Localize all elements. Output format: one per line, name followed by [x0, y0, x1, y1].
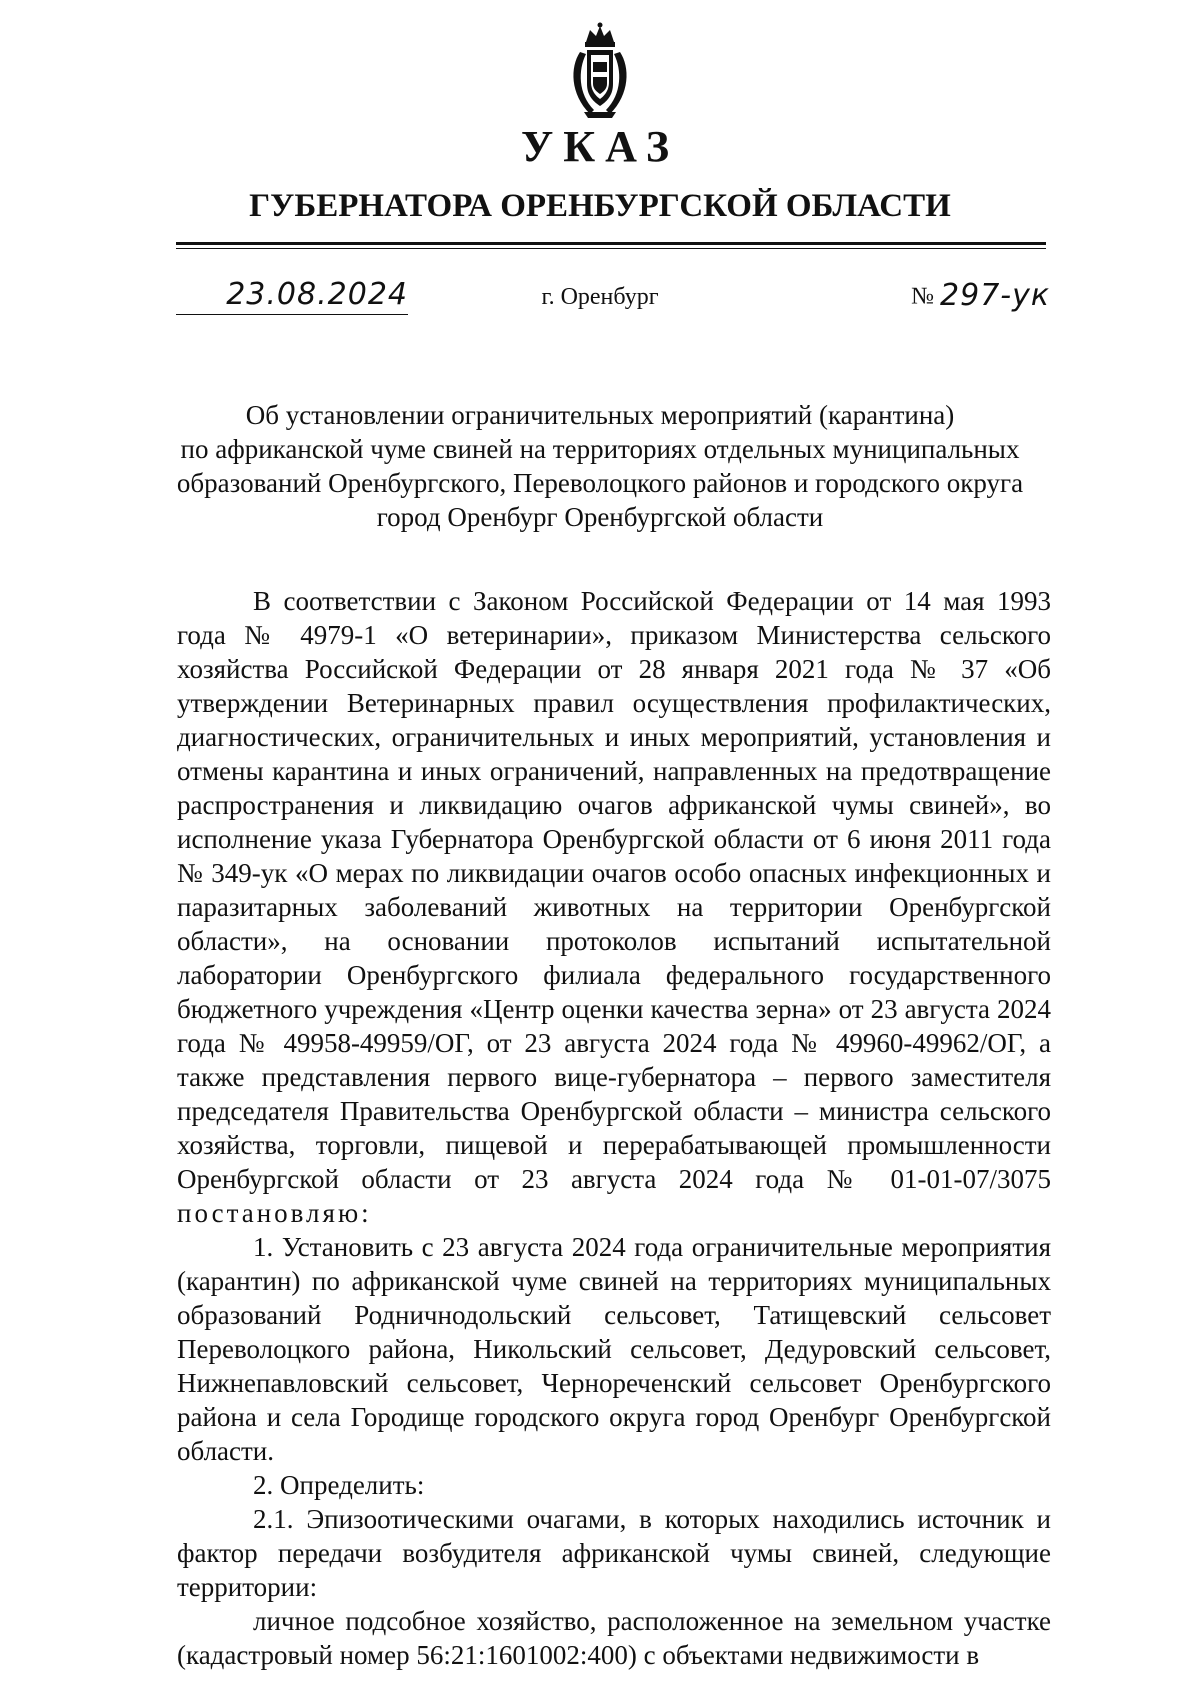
body-paragraph: 1. Установить с 23 августа 2024 года ограничительные мероприятия (карантин) по африканской чуме свиней на территориях муниципальных образований Родничнодольский сельсовет, Татищевский сельсовет Переволоцкого района, Никольский сельсовет, Дедуровский сельсовет, Нижнепавловский сельсовет, Чернореченский сельсовет Оренбургского района и села Городище городского округа город Оренбург Оренбургской области.: [177, 1232, 1051, 1466]
header-rule-thick: [176, 242, 1046, 245]
body-paragraph: [177, 584, 1051, 1230]
decree-heading: [160, 398, 1040, 534]
document-title: УКАЗ: [520, 122, 680, 171]
body-paragraph: личное подсобное хозяйство, расположенное на земельном участке (кадастровый номер 56:21:1601002:400) с объектами недвижимости в: [177, 1606, 1051, 1670]
preamble-text: В соответствии с Законом Российской Федерации от 14 мая 1993 года № 4979-1 «О ветеринарии», приказом Министерства сельского хозяйства Российской Федерации от 28 января 2021 года № 37 «Об утверждении Ветеринарных правил осуществления профилактических, диагностических, ограничительных и иных мероприятий, установления и отмены карантина и иных ограничений, направленных на предотвращение распространения и ликвидацию очагов африканской чумы свиней», во исполнение указа Губернатора Оренбургской области от 6 июня 2011 года № 349-ук «О мерах по ликвидации очагов особо опасных инфекционных и паразитарных заболеваний животных на территории Оренбургской области», на основании протоколов испытаний испытательной лаборатории Оренбургского филиала федерального государственного бюджетного учреждения «Центр оценки качества зерна» от 23 августа 2024 года № 49958-49959/ОГ, от 23 августа 2024 года № 49960-49962/ОГ, а также представления первого вице-губернатора – первого заместителя председателя Правительства Оренбургской области – министра сельского хозяйства, торговли, пищевой и перерабатывающей промышленности Оренбургской области от 23 августа 2024 года № 01-01-07/3075: [177, 586, 1051, 1194]
document-subtitle: ГУБЕРНАТОРА ОРЕНБУРГСКОЙ ОБЛАСТИ: [249, 188, 951, 224]
heading-line: по африканской чуме свиней на территориях отдельных муниципальных: [180, 434, 1020, 464]
header-rule-thin: [176, 248, 1046, 249]
decree-city: г. Оренбург: [541, 284, 659, 310]
decree-number-value: 297-ук: [940, 278, 1050, 314]
decree-word: постановляю:: [177, 1198, 372, 1228]
heading-line: Об установлении ограничительных мероприятий (карантина): [245, 400, 955, 430]
body-paragraph: 2.1. Эпизоотическими очагами, в которых находились источник и фактор передачи возбудителя африканской чумы свиней, следующие территории:: [177, 1504, 1051, 1602]
heading-line: образований Оренбургского, Переволоцкого районов и городского округа: [176, 468, 1024, 498]
decree-date: 23.08.2024: [176, 276, 408, 315]
decree-number: [911, 276, 1050, 315]
decree-body: [177, 584, 1051, 1672]
heading-line: город Оренбург Оренбургской области: [376, 502, 824, 532]
body-paragraph: 2. Определить:: [253, 1470, 425, 1500]
decree-number-label: №: [911, 283, 935, 310]
coat-of-arms-icon: [566, 22, 634, 120]
